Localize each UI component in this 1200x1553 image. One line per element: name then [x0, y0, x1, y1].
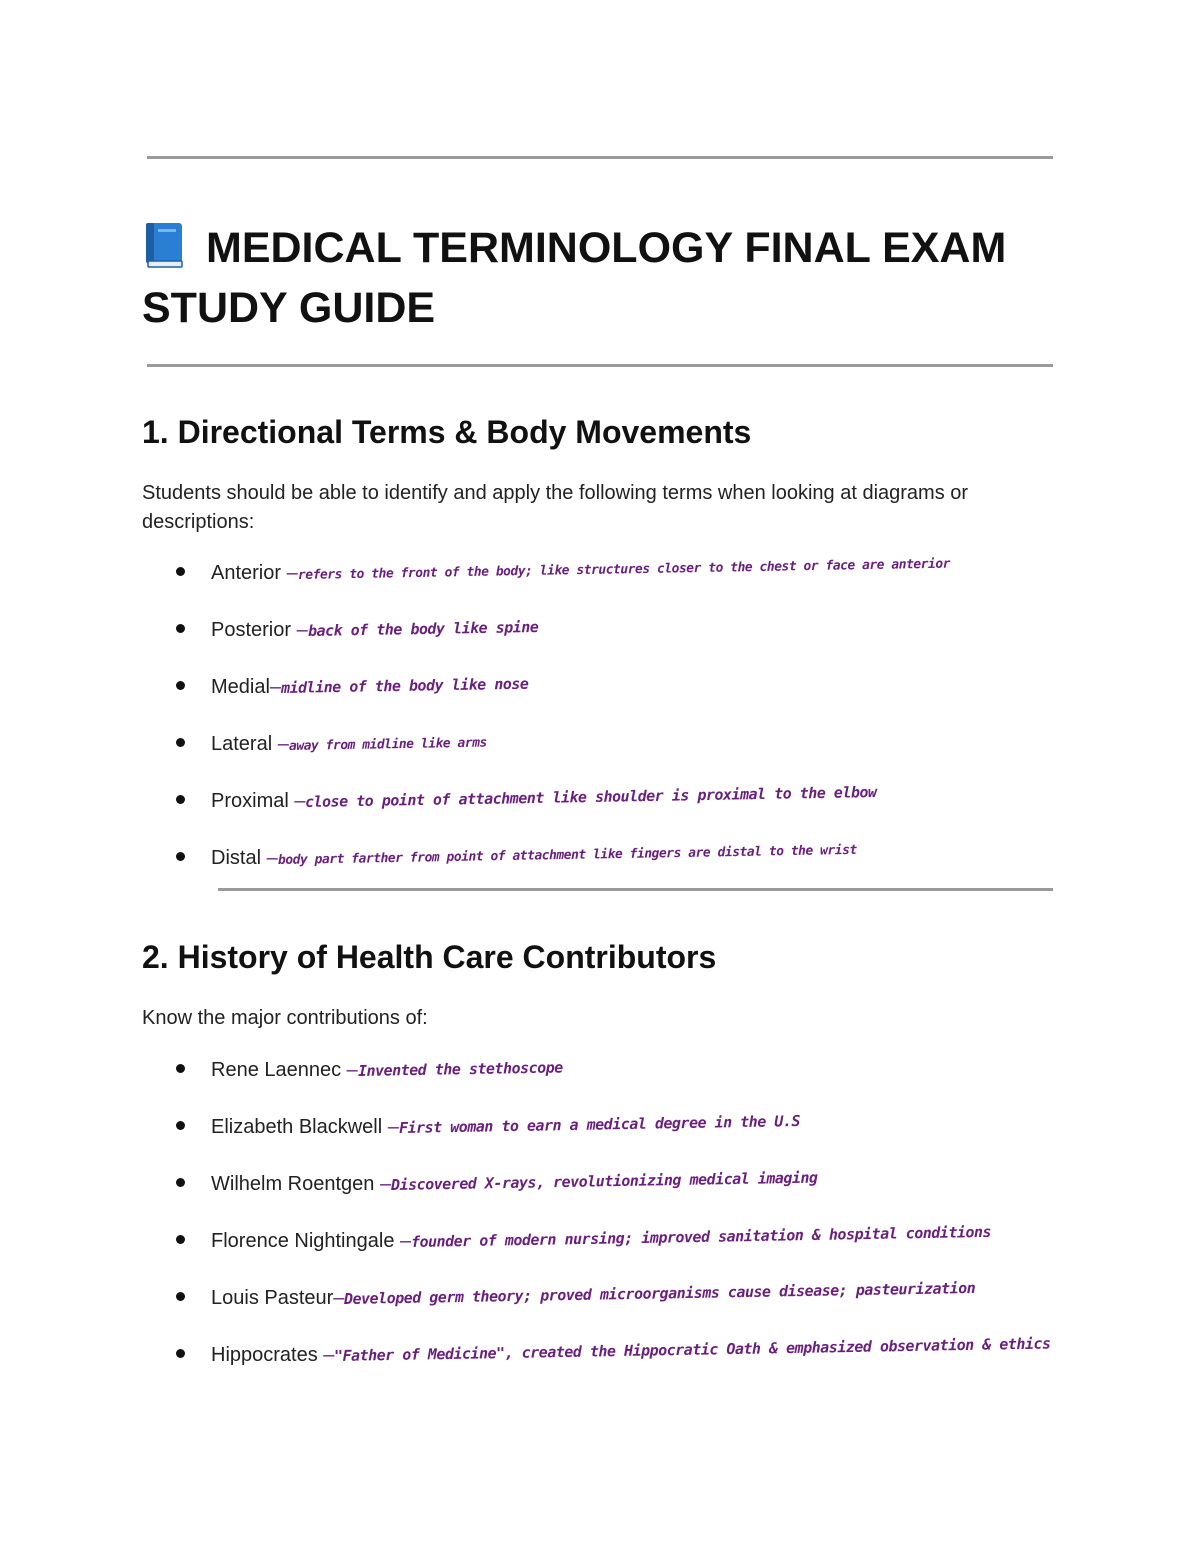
- term-label: Anterior: [211, 562, 282, 584]
- section1-heading: 1. Directional Terms & Body Movements: [142, 414, 752, 450]
- list-item: Medial–midline of the body like nose: [176, 670, 1106, 704]
- list-item: Anterior –refers to the front of the body; like structures closer to the chest or face are anterior: [176, 556, 1106, 590]
- handwritten-note: "Father of Medicine", created the Hippocratic Oath & emphasized observation & ethics: [334, 1334, 1052, 1365]
- term-label: Distal: [211, 847, 262, 869]
- bullet-icon: [176, 1235, 185, 1244]
- title-divider: [147, 364, 1053, 367]
- top-divider: [147, 156, 1053, 159]
- handwritten-note: away from midline like arms: [288, 735, 487, 754]
- bullet-icon: [176, 1178, 185, 1187]
- list-item: Elizabeth Blackwell –First woman to earn a medical degree in the U.S: [176, 1110, 1106, 1144]
- bullet-icon: [176, 738, 185, 747]
- handwritten-note: close to point of attachment like shoulder is proximal to the elbow: [305, 783, 878, 811]
- list-item: Lateral –away from midline like arms: [176, 727, 1106, 761]
- section2-heading: 2. History of Health Care Contributors: [142, 939, 717, 975]
- bullet-icon: [176, 852, 185, 861]
- handwritten-note: back of the body like spine: [307, 617, 539, 640]
- term-label: Lateral: [211, 733, 273, 755]
- list-item: Hippocrates –"Father of Medicine", created the Hippocratic Oath & emphasized observation & ethics: [176, 1338, 1106, 1372]
- list-item: Florence Nightingale –founder of modern nursing; improved sanitation & hospital conditions: [176, 1224, 1106, 1258]
- term-label: Posterior: [211, 619, 292, 641]
- blue-book-icon: [142, 221, 186, 269]
- list-item: Proximal –close to point of attachment like shoulder is proximal to the elbow: [176, 784, 1106, 818]
- list-item: Louis Pasteur–Developed germ theory; proved microorganisms cause disease; pasteurization: [176, 1281, 1106, 1315]
- handwritten-note: Invented the stethoscope: [357, 1058, 563, 1080]
- term-label: Hippocrates: [211, 1344, 318, 1366]
- handwritten-note: Discovered X-rays, revolutionizing medical imaging: [390, 1168, 818, 1194]
- list-item: Distal –body part farther from point of attachment like fingers are distal to the wrist: [176, 841, 1106, 875]
- term-label: Medial: [211, 676, 270, 698]
- term-label: Rene Laennec: [211, 1059, 342, 1081]
- list-item: Rene Laennec –Invented the stethoscope: [176, 1053, 1106, 1087]
- term-label: Florence Nightingale: [211, 1230, 395, 1252]
- bullet-icon: [176, 624, 185, 633]
- bullet-icon: [176, 1064, 185, 1073]
- handwritten-note: body part farther from point of attachment like fingers are distal to the wrist: [277, 842, 857, 868]
- handwritten-note: First woman to earn a medical degree in the U.S: [398, 1112, 800, 1137]
- bullet-icon: [176, 567, 185, 576]
- bullet-icon: [176, 1121, 185, 1130]
- handwritten-note: founder of modern nursing; improved sanitation & hospital conditions: [410, 1222, 992, 1251]
- bullet-icon: [176, 1292, 185, 1301]
- term-label: Wilhelm Roentgen: [211, 1173, 375, 1195]
- handwritten-note: refers to the front of the body; like structures closer to the chest or face are anterior: [297, 556, 950, 583]
- section1-intro: Students should be able to identify and apply the following terms when looking at diagrams or descriptions:: [142, 482, 969, 533]
- handwritten-note: midline of the body like nose: [280, 674, 529, 697]
- handwritten-note: Developed germ theory; proved microorganisms cause disease; pasteurization: [344, 1278, 976, 1308]
- bullet-icon: [176, 1349, 185, 1358]
- bullet-icon: [176, 681, 185, 690]
- list-item: Posterior –back of the body like spine: [176, 613, 1106, 647]
- term-label: Proximal: [211, 790, 289, 812]
- term-label: Louis Pasteur: [211, 1287, 334, 1309]
- section-divider: [218, 888, 1053, 891]
- bullet-icon: [176, 795, 185, 804]
- title-text: MEDICAL TERMINOLOGY FINAL EXAM STUDY GUIDE: [142, 224, 1007, 332]
- term-label: Elizabeth Blackwell: [211, 1116, 383, 1138]
- page-title: [142, 218, 1062, 338]
- list-item: Wilhelm Roentgen –Discovered X-rays, revolutionizing medical imaging: [176, 1167, 1106, 1201]
- section2-intro: Know the major contributions of:: [142, 1007, 428, 1029]
